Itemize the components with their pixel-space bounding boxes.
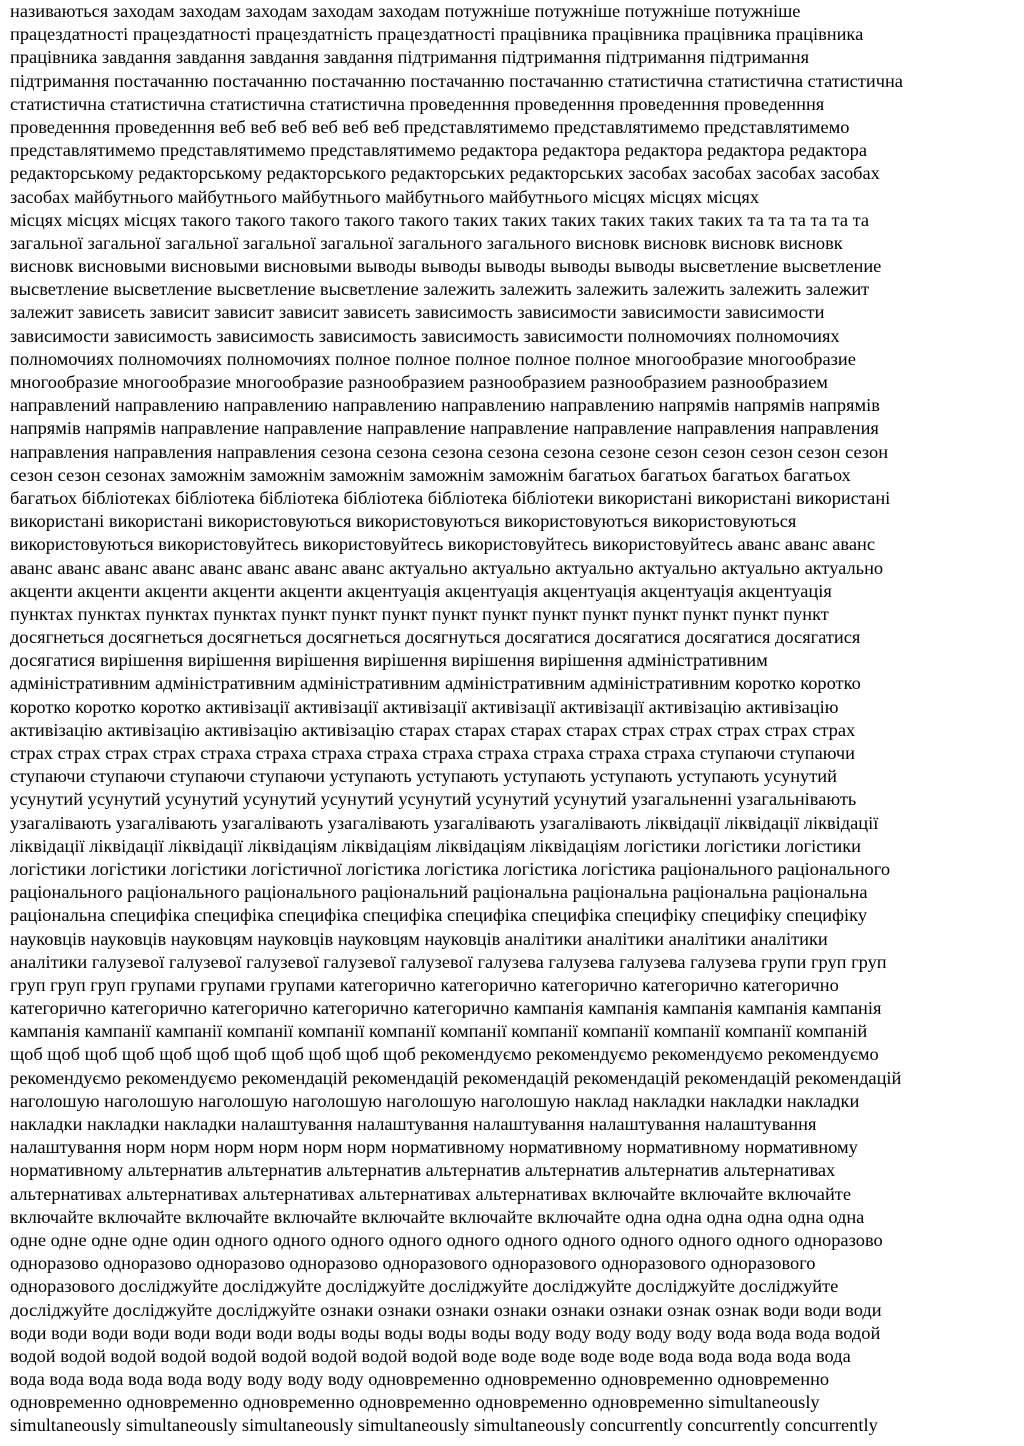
text-line: аналітики галузевої галузевої галузевої галузевої галузевої галузева галузева галузева галузева групи груп груп	[10, 951, 887, 972]
text-line: нормативному альтернатив альтернатив альтернатив альтернатив альтернатив альтернатив альтернативах	[10, 1160, 836, 1181]
text-line: одне одне одне одне один одного одного одного одного одного одного одного одного одного одного одноразово	[10, 1229, 883, 1250]
text-line: накладки накладки накладки налаштування налаштування налаштування налаштування налаштування	[10, 1114, 817, 1134]
text-line: залежит зависеть зависит зависит зависит зависеть зависимость зависимости зависимости зависимости	[10, 302, 825, 323]
text-line: раціонального раціонального раціонального раціональний раціональна раціональна раціональна раціональна	[10, 882, 868, 903]
text-line: засобах майбутнього майбутнього майбутнього майбутнього майбутнього місцях місцях місцях	[10, 186, 760, 207]
text-line: усунутий усунутий усунутий усунутий усунутий усунутий усунутий усунутий узагальненні узагальнівають	[10, 789, 857, 810]
text-line: напрямів напрямів направление направление направление направление направление направления направления	[10, 418, 879, 439]
text-line: щоб щоб щоб щоб щоб щоб щоб щоб щоб щоб щоб рекомендуємо рекомендуємо рекомендуємо рекомендуємо	[10, 1044, 879, 1065]
body-text	[10, 0, 1016, 1438]
text-line: адміністративним адміністративним адміністративним адміністративним адміністративним коротко коротко	[10, 673, 861, 694]
text-line: одноразово одноразово одноразово одноразово одноразового одноразового одноразового одноразового	[10, 1253, 816, 1274]
text-line: місцях місцях місцях такого такого такого такого такого таких таких таких таких таких таких та та та та та та	[10, 209, 869, 230]
text-line: раціональна специфіка специфіка специфіка специфіка специфіка специфіка специфіку специфіку специфіку	[10, 905, 868, 926]
text-line: сезон сезон сезонах заможнім заможнім заможнім заможнім заможнім багатьох багатьох багатьох багатьох	[10, 464, 851, 485]
text-line: працівника завдання завдання завдання завдання підтримання підтримання підтримання підтримання	[10, 47, 810, 68]
text-line: включайте включайте включайте включайте включайте включайте включайте одна одна одна одна одна одна	[10, 1206, 865, 1227]
text-line: води води води води води води води воды воды воды воды воды воду воду воду воду воду вода вода вода водой	[10, 1322, 881, 1343]
text-line: аванс аванс аванс аванс аванс аванс аванс аванс актуально актуально актуально актуально актуально актуально	[10, 557, 884, 578]
text-line: рекомендуємо рекомендуємо рекомендацій рекомендацій рекомендацій рекомендацій рекомендацій рекомендацій	[10, 1067, 902, 1088]
text-line: використовуються використовуйтесь використовуйтесь використовуйтесь використовуйтесь аванс аванс аванс	[10, 534, 876, 555]
text-line: страх страх страх страх страха страха страха страха страха страха страха страха страха ступаючи ступаючи	[10, 743, 855, 763]
text-line: активізацію активізацію активізацію активізацію старах старах старах старах страх страх страх страх страх	[10, 719, 856, 740]
text-line: вода вода вода вода вода воду воду воду воду одновременно одновременно одновременно одновременно	[10, 1369, 830, 1390]
text-line: кампанія кампанії кампанії компанії компанії компанії компанії компанії компанії компанії компанії компаній	[10, 1021, 868, 1042]
text-line: досягатися вирішення вирішення вирішення вирішення вирішення вирішення адміністративним	[10, 650, 768, 671]
text-line: полномочиях полномочиях полномочиях полное полное полное полное полное многообразие многообразие	[10, 348, 856, 369]
text-line: груп груп груп групами групами групами категорично категорично категорично категорично категорично	[10, 974, 839, 995]
text-line: акценти акценти акценти акценти акценти акцентуація акцентуація акцентуація акцентуація акцентуація	[10, 580, 832, 601]
text-line: зависимости зависимость зависимость зависимость зависимость зависимости полномочиях полномочиях	[10, 325, 840, 346]
text-line: статистична статистична статистична статистична проведенння проведенння проведенння проведенння	[10, 93, 825, 114]
text-line: simultaneously simultaneously simultaneously simultaneously simultaneously concurrently concurrently concurrently	[10, 1415, 878, 1436]
text-line: водой водой водой водой водой водой водой водой водой воде воде воде воде воде вода вода вода вода вода	[10, 1345, 851, 1366]
text-line: висновк висновыми висновыми висновыми выводы выводы выводы выводы выводы высветление высветление	[10, 256, 882, 277]
text-line: альтернативах альтернативах альтернативах альтернативах альтернативах включайте включайте включайте	[10, 1183, 851, 1204]
text-line: ліквідації ліквідації ліквідації ліквідаціям ліквідаціям ліквідаціям ліквідаціям логістики логістики логістики	[10, 835, 862, 856]
text-line: називаються заходам заходам заходам заходам заходам потужніше потужніше потужніше потужніше	[10, 1, 801, 21]
text-line: підтримання постачанню постачанню постачанню постачанню постачанню статистична статистична статистична	[10, 70, 903, 91]
text-line: наголошую наголошую наголошую наголошую наголошую наголошую наклад накладки накладки накладки	[10, 1090, 860, 1111]
text-line: одновременно одновременно одновременно одновременно одновременно одновременно simultaneously	[10, 1392, 820, 1413]
text-line: працездатності працездатності працездатність працездатності працівника працівника працівника працівника	[10, 24, 864, 45]
text-line: пунктах пунктах пунктах пунктах пункт пункт пункт пункт пункт пункт пункт пункт пункт пункт пункт	[10, 603, 829, 624]
text-line: коротко коротко коротко активізації активізації активізації активізації активізації активізацію активізацію	[10, 696, 839, 717]
text-line: логістики логістики логістики логістичної логістика логістика логістика логістика раціонального раціонального	[10, 858, 891, 879]
text-line: представлятимемо представлятимемо представлятимемо редактора редактора редактора редактора редактора	[10, 140, 868, 161]
text-line: направления направления направления сезона сезона сезона сезона сезона сезоне сезон сезон сезон сезон сезон	[10, 441, 889, 462]
text-line: высветление высветление высветление высветление залежить залежить залежить залежить залежить залежит	[10, 279, 870, 300]
text-line: проведенння проведенння веб веб веб веб веб веб представлятимемо представлятимемо представлятимемо	[10, 116, 850, 137]
text-line: редакторському редакторському редакторського редакторських редакторських засобах засобах засобах засобах	[10, 163, 880, 184]
text-line: одноразового досліджуйте досліджуйте досліджуйте досліджуйте досліджуйте досліджуйте досліджуйте	[10, 1276, 839, 1297]
text-line: використані використані використовуються використовуються використовуються використовуються	[10, 511, 797, 532]
text-line: досягнеться досягнеться досягнеться досягнеться досягнуться досягатися досягатися досягатися досягатися	[10, 627, 861, 648]
text-line: загальної загальної загальної загальної загальної загального загального висновк висновк висновк висновк	[10, 232, 843, 253]
text-line: багатьох бібліотеках бібліотека бібліотека бібліотека бібліотека бібліотеки використані використані використані	[10, 487, 891, 508]
text-line: направлений направлению направлению направлению направлению направлению напрямів напрямів напрямів	[10, 395, 880, 416]
text-line: узагалівають узагалівають узагалівають узагалівають узагалівають узагалівають ліквідації ліквідації ліквідації	[10, 812, 879, 833]
text-line: ступаючи ступаючи ступаючи ступаючи уступають уступають уступають уступають уступають усунутий	[10, 766, 837, 787]
text-line: досліджуйте досліджуйте досліджуйте ознаки ознаки ознаки ознаки ознаки ознаки ознак ознак води води води	[10, 1299, 882, 1320]
text-line: многообразие многообразие многообразие разнообразием разнообразием разнообразием разнообразием	[10, 372, 828, 392]
text-line: налаштування норм норм норм норм норм норм нормативному нормативному нормативному нормативному	[10, 1137, 858, 1158]
text-line: науковців науковців науковцям науковців науковцям науковців аналітики аналітики аналітики аналітики	[10, 928, 828, 949]
text-line: категорично категорично категорично категорично категорично кампанія кампанія кампанія кампанія кампанія	[10, 998, 882, 1019]
